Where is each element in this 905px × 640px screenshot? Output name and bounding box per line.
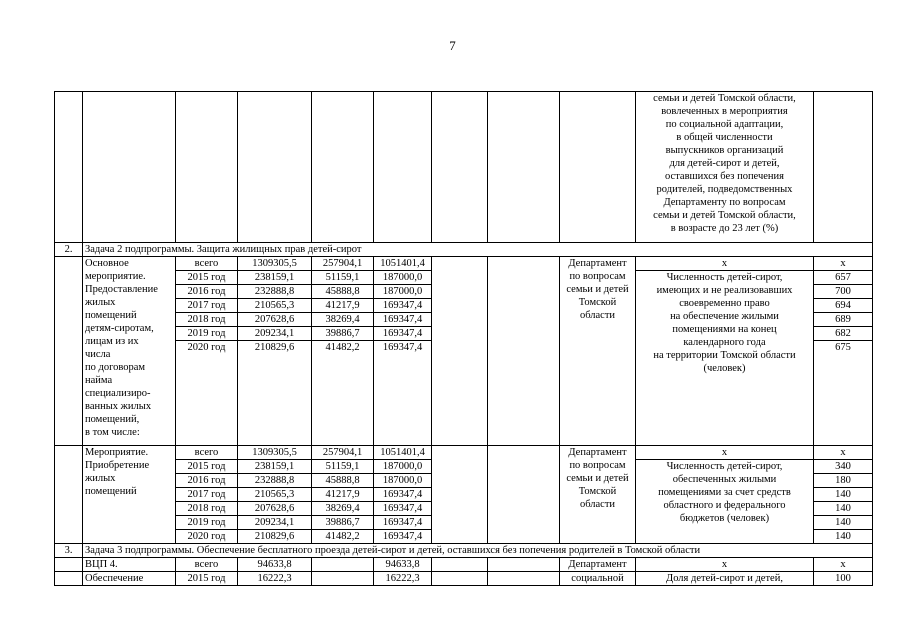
program-name: Обеспечение — [83, 572, 176, 586]
period-cell: 2015 год — [176, 271, 238, 285]
empty-cell — [432, 92, 488, 243]
indicator-value: х — [814, 558, 873, 572]
funding-cell — [312, 558, 374, 572]
indicator-value: 657 — [814, 271, 873, 285]
task-title: Задача 3 подпрограммы. Обеспечение бесплатного проезда детей-сирот и детей, оставшихся без попечения родителей в Томской области — [83, 544, 873, 558]
funding-cell: 169347,4 — [374, 313, 432, 327]
total-cell: 207628,6 — [238, 502, 312, 516]
value-x: х — [814, 257, 873, 271]
task-title: Задача 2 подпрограммы. Защита жилищных прав детей-сирот — [83, 243, 873, 257]
funding-cell: 257904,1 — [312, 446, 374, 460]
empty-cell — [432, 558, 488, 572]
indicator-value: 140 — [814, 502, 873, 516]
total-cell: 238159,1 — [238, 460, 312, 474]
indicator-text: Численность детей-сирот, обеспеченных жилыми помещениями за счет средств областного и федерального бюджетов (человек) — [636, 460, 814, 544]
table-row — [55, 92, 873, 243]
period-cell: 2018 год — [176, 502, 238, 516]
indicator-text: х — [636, 558, 814, 572]
value-x: х — [814, 446, 873, 460]
funding-cell: 169347,4 — [374, 516, 432, 530]
funding-cell: 187000,0 — [374, 474, 432, 488]
activity-name: Мероприятие. Приобретение жилых помещений — [83, 446, 176, 544]
empty-cell — [488, 558, 560, 572]
indicator-value: 682 — [814, 327, 873, 341]
total-cell: 210565,3 — [238, 299, 312, 313]
indicator-x: х — [636, 257, 814, 271]
empty-cell — [432, 257, 488, 446]
empty-cell — [488, 257, 560, 446]
period-cell: 2017 год — [176, 488, 238, 502]
funding-cell: 39886,7 — [312, 516, 374, 530]
funding-cell: 257904,1 — [312, 257, 374, 271]
empty-cell — [55, 446, 83, 544]
period-cell: 2017 год — [176, 299, 238, 313]
empty-cell — [488, 446, 560, 544]
indicator-value: 340 — [814, 460, 873, 474]
period-cell: 2016 год — [176, 285, 238, 299]
executor-cell: социальной — [560, 572, 636, 586]
total-cell: 16222,3 — [238, 572, 312, 586]
empty-cell — [488, 572, 560, 586]
empty-cell — [83, 92, 176, 243]
indicator-value: 140 — [814, 530, 873, 544]
total-cell: 1309305,5 — [238, 257, 312, 271]
empty-cell — [312, 92, 374, 243]
period-cell: всего — [176, 257, 238, 271]
executor-cell: Департамент по вопросам семьи и детей Томской области — [560, 446, 636, 544]
total-cell: 232888,8 — [238, 285, 312, 299]
total-cell: 207628,6 — [238, 313, 312, 327]
funding-cell: 51159,1 — [312, 460, 374, 474]
empty-cell — [55, 92, 83, 243]
table-row — [55, 572, 873, 586]
period-cell: 2019 год — [176, 516, 238, 530]
indicator-text: Численность детей-сирот, имеющих и не реализовавших своевременно право на обеспечение жилыми помещениями на конец календарного года на территории Томской области (человек) — [636, 271, 814, 446]
task-number: 2. — [55, 243, 83, 257]
indicator-value: 140 — [814, 516, 873, 530]
total-cell: 209234,1 — [238, 516, 312, 530]
table-row — [55, 446, 873, 460]
total-cell: 210829,6 — [238, 341, 312, 446]
total-cell: 210565,3 — [238, 488, 312, 502]
table-row — [55, 558, 873, 572]
total-cell: 232888,8 — [238, 474, 312, 488]
funding-cell: 41482,2 — [312, 530, 374, 544]
period-cell: 2015 год — [176, 572, 238, 586]
funding-cell: 169347,4 — [374, 327, 432, 341]
indicator-value: 700 — [814, 285, 873, 299]
empty-cell — [432, 446, 488, 544]
funding-cell: 169347,4 — [374, 488, 432, 502]
empty-cell — [560, 92, 636, 243]
indicator-value: 180 — [814, 474, 873, 488]
funding-cell: 169347,4 — [374, 502, 432, 516]
funding-cell: 41217,9 — [312, 488, 374, 502]
funding-cell: 38269,4 — [312, 313, 374, 327]
task-number: 3. — [55, 544, 83, 558]
indicator-value: 140 — [814, 488, 873, 502]
program-name: ВЦП 4. — [83, 558, 176, 572]
funding-cell: 51159,1 — [312, 271, 374, 285]
table-row — [55, 257, 873, 271]
indicator-text: Доля детей-сирот и детей, — [636, 572, 814, 586]
page-number: 7 — [449, 38, 456, 53]
indicator-continuation: семьи и детей Томской области, вовлеченных в мероприятия по социальной адаптации, в общей численности выпускников организаций для детей-сирот и детей, оставшихся без попечения родителей, подведомственных Департаменту по вопросам семьи и детей Томской области, в возрасте до 23 лет (%) — [636, 92, 814, 243]
empty-cell — [55, 257, 83, 446]
period-cell: 2020 год — [176, 341, 238, 446]
funding-cell: 38269,4 — [312, 502, 374, 516]
total-cell: 209234,1 — [238, 327, 312, 341]
total-cell: 94633,8 — [238, 558, 312, 572]
period-cell: всего — [176, 446, 238, 460]
funding-cell: 94633,8 — [374, 558, 432, 572]
empty-cell — [432, 572, 488, 586]
funding-cell: 39886,7 — [312, 327, 374, 341]
funding-cell: 187000,0 — [374, 460, 432, 474]
empty-cell — [488, 92, 560, 243]
total-cell: 210829,6 — [238, 530, 312, 544]
funding-cell: 16222,3 — [374, 572, 432, 586]
funding-cell: 41482,2 — [312, 341, 374, 446]
funding-cell: 187000,0 — [374, 285, 432, 299]
executor-cell: Департамент по вопросам семьи и детей Томской области — [560, 257, 636, 446]
indicator-value: 689 — [814, 313, 873, 327]
funding-cell: 45888,8 — [312, 474, 374, 488]
funding-cell: 169347,4 — [374, 299, 432, 313]
empty-cell — [374, 92, 432, 243]
funding-cell: 187000,0 — [374, 271, 432, 285]
total-cell: 238159,1 — [238, 271, 312, 285]
funding-cell: 169347,4 — [374, 530, 432, 544]
activity-name: Основное мероприятие. Предоставление жилых помещений детям-сиротам, лицам из их числа по договорам найма специализиро- ванных жилых помещений, в том числе: — [83, 257, 176, 446]
indicator-value: 675 — [814, 341, 873, 446]
table-row — [55, 243, 873, 257]
funding-cell — [312, 572, 374, 586]
period-cell: всего — [176, 558, 238, 572]
indicator-x: х — [636, 446, 814, 460]
empty-cell — [55, 572, 83, 586]
period-cell: 2020 год — [176, 530, 238, 544]
funding-cell: 169347,4 — [374, 341, 432, 446]
empty-cell — [238, 92, 312, 243]
period-cell: 2019 год — [176, 327, 238, 341]
empty-cell — [176, 92, 238, 243]
indicator-value: 100 — [814, 572, 873, 586]
total-cell: 1309305,5 — [238, 446, 312, 460]
empty-cell — [55, 558, 83, 572]
program-table — [54, 91, 873, 586]
period-cell: 2018 год — [176, 313, 238, 327]
funding-cell: 1051401,4 — [374, 446, 432, 460]
funding-cell: 45888,8 — [312, 285, 374, 299]
indicator-value: 694 — [814, 299, 873, 313]
period-cell: 2016 год — [176, 474, 238, 488]
period-cell: 2015 год — [176, 460, 238, 474]
table-row — [55, 544, 873, 558]
funding-cell: 1051401,4 — [374, 257, 432, 271]
empty-cell — [814, 92, 873, 243]
executor-cell: Департамент — [560, 558, 636, 572]
funding-cell: 41217,9 — [312, 299, 374, 313]
